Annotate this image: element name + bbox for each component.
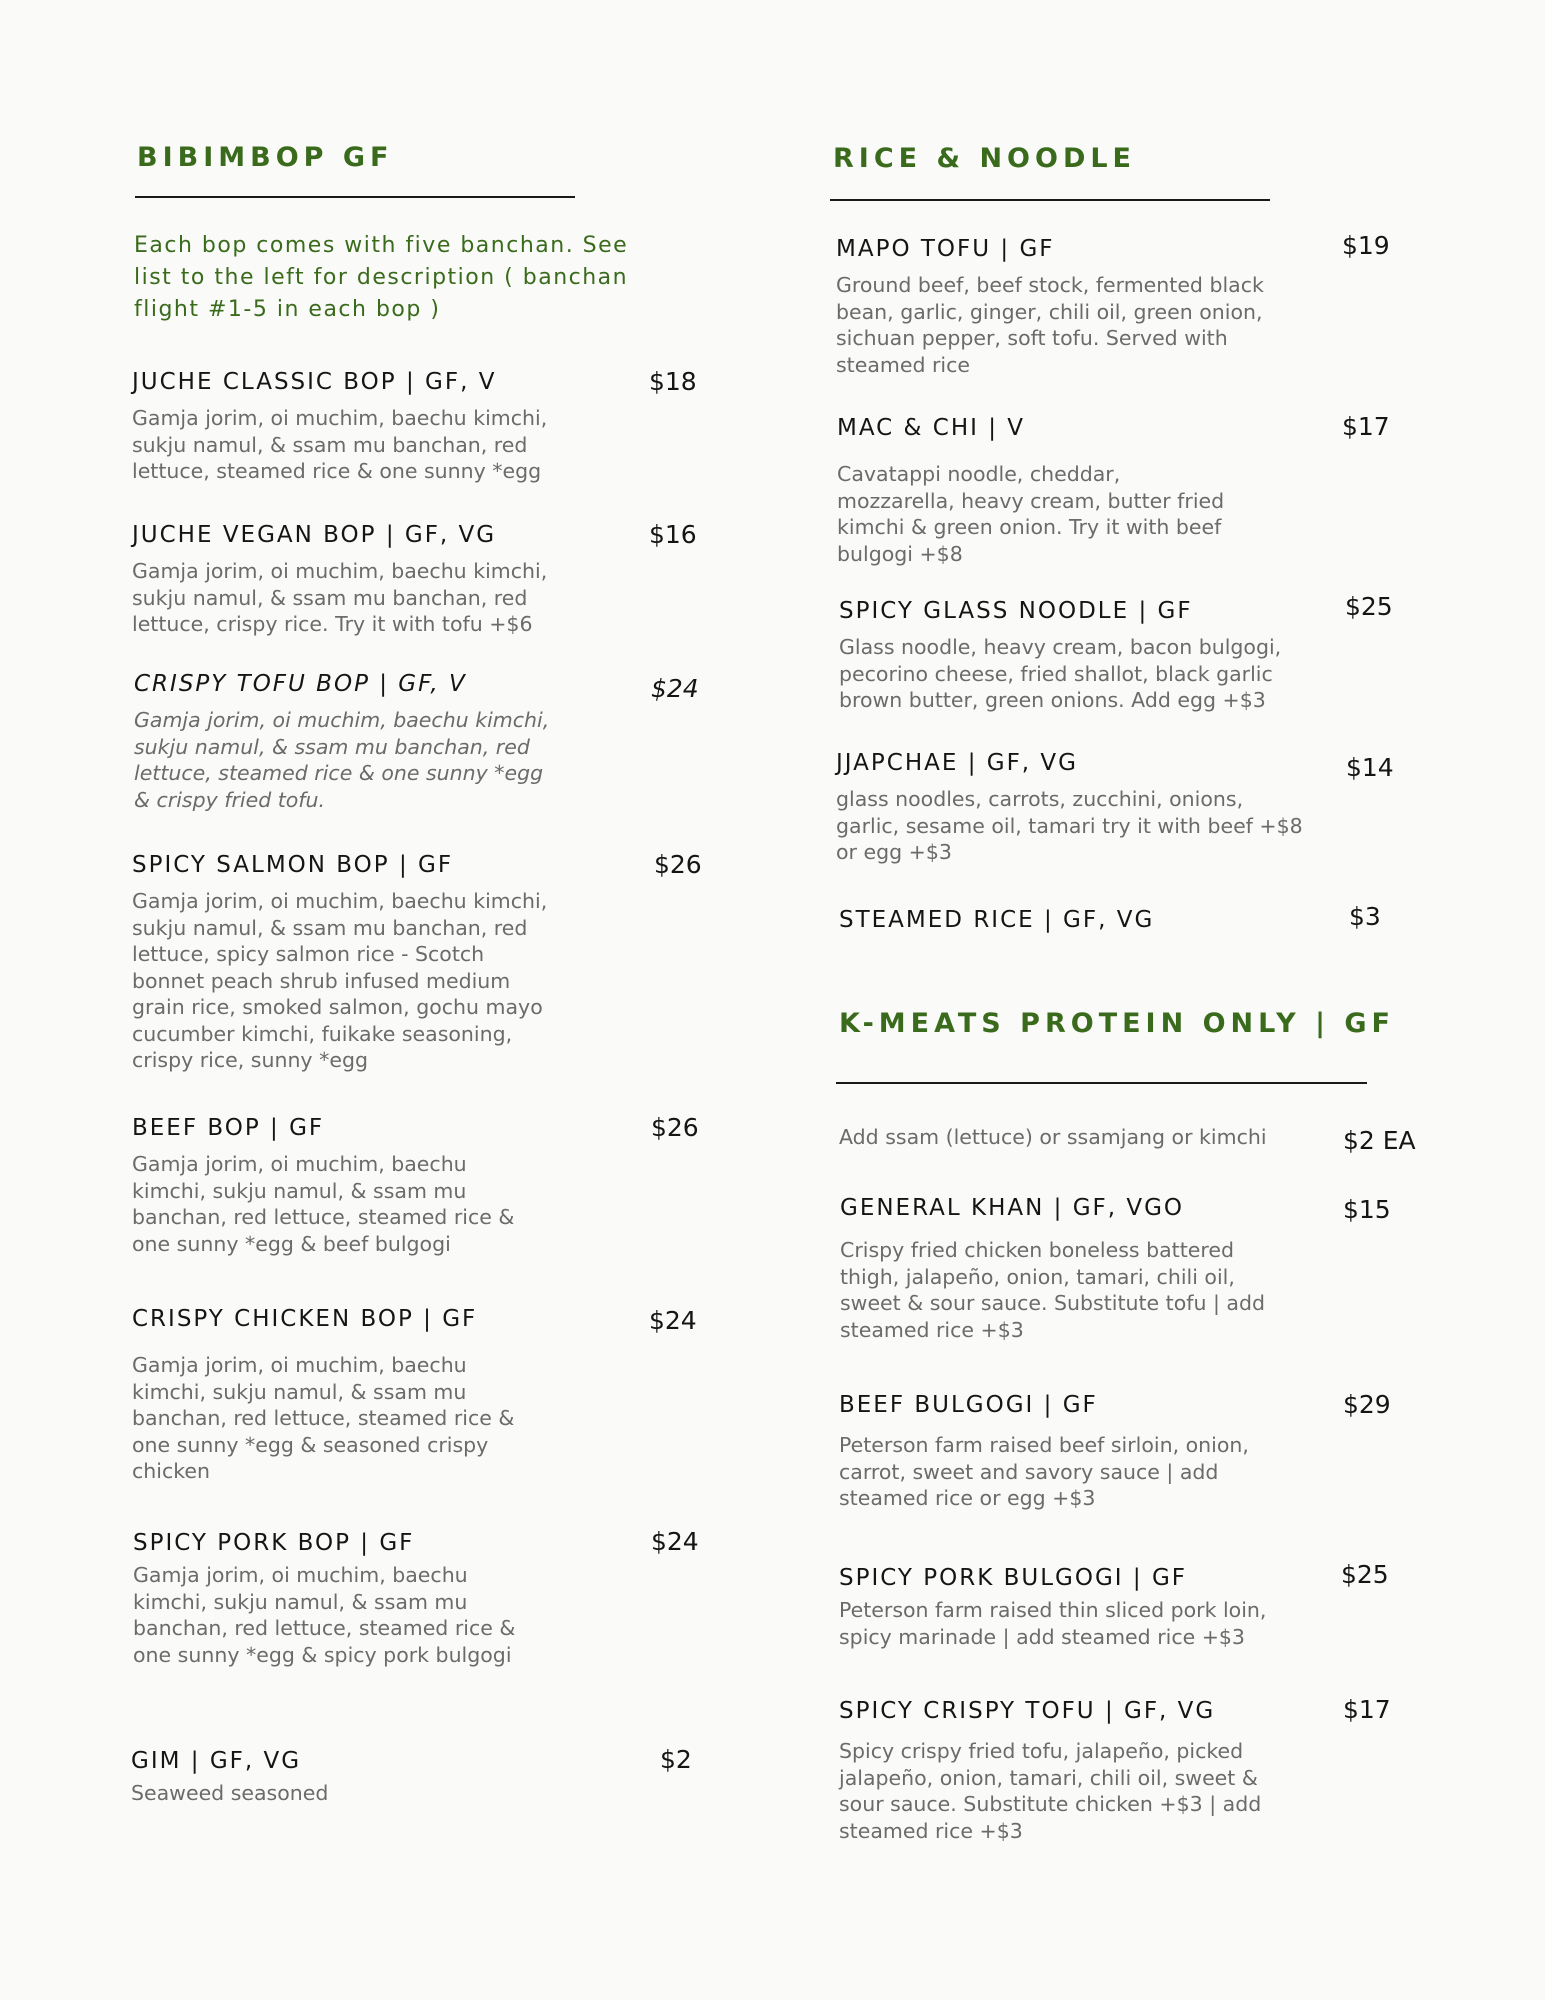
item-name: CRISPY TOFU BOP | GF, V <box>134 671 467 697</box>
item-name: CRISPY CHICKEN BOP | GF <box>132 1306 478 1332</box>
item-description: Crispy fried chicken boneless battered thigh, jalapeño, onion, tamari, chili oil, sweet & sour sauce. Substitute tofu | add steamed rice +$3 <box>840 1238 1265 1342</box>
addon-note: Add ssam (lettuce) or ssamjang or kimchi <box>839 1125 1267 1149</box>
item-price: $17 <box>1342 412 1390 441</box>
menu-item <box>132 850 562 1074</box>
item-name: SPICY SALMON BOP | GF <box>132 852 454 878</box>
item-price: $18 <box>649 367 697 396</box>
item-description: Spicy crispy fried tofu, jalapeño, picked jalapeño, onion, tamari, chili oil, sweet & sour sauce. Substitute chicken +$3 | add steamed rice +$3 <box>839 1739 1262 1843</box>
item-name: BEEF BULGOGI | GF <box>839 1392 1098 1418</box>
item-description: Gamja jorim, oi muchim, baechu kimchi, sukju namul, & ssam mu banchan, red lettuce, spicy salmon rice - Scotch bonnet peach shrub infused medium grain rice, smoked salmon, gochu mayo cucumber kimchi, fuikake seasoning, crispy rice, sunny *egg <box>132 889 548 1072</box>
menu-item <box>840 1193 1290 1343</box>
section-title-k-meats: K-MEATS PROTEIN ONLY | GF <box>839 1008 1395 1039</box>
menu-item <box>837 413 1237 567</box>
item-name: JUCHE CLASSIC BOP | GF, V <box>132 369 497 395</box>
item-price: $29 <box>1343 1390 1391 1419</box>
item-name: STEAMED RICE | GF, VG <box>839 907 1155 933</box>
item-price: $24 <box>651 674 699 703</box>
item-price: $24 <box>649 1306 697 1335</box>
section-divider <box>135 196 575 198</box>
menu-item <box>131 1746 521 1807</box>
item-price: $15 <box>1343 1195 1391 1224</box>
addon-price: $2 EA <box>1343 1126 1416 1155</box>
item-price: $26 <box>651 1113 699 1142</box>
item-price: $26 <box>654 850 702 879</box>
item-name: JUCHE VEGAN BOP | GF, VG <box>132 522 497 548</box>
item-price: $3 <box>1349 902 1381 931</box>
item-description: glass noodles, carrots, zucchini, onions, garlic, sesame oil, tamari try it with beef +$8 or egg +$3 <box>836 787 1303 864</box>
menu-item <box>836 748 1306 866</box>
item-name: SPICY PORK BULGOGI | GF <box>839 1565 1187 1591</box>
item-description: Peterson farm raised thin sliced pork loin, spicy marinade | add steamed rice +$3 <box>839 1598 1267 1649</box>
item-description: Gamja jorim, oi muchim, baechu kimchi, sukju namul, & ssam mu banchan, red lettuce, steamed rice & one sunny *egg & spicy pork bulgogi <box>133 1563 516 1667</box>
menu-item <box>132 1304 522 1485</box>
item-description: Gamja jorim, oi muchim, baechu kimchi, sukju namul, & ssam mu banchan, red lettuce, steamed rice & one sunny *egg & seasoned crispy chicken <box>132 1353 515 1483</box>
item-description: Gamja jorim, oi muchim, baechu kimchi, sukju namul, & ssam mu banchan, red lettuce, steamed rice & one sunny *egg & crispy fried tofu. <box>134 708 550 812</box>
menu-item <box>132 1113 522 1257</box>
item-name: JJAPCHAE | GF, VG <box>836 750 1078 776</box>
item-price: $24 <box>651 1527 699 1556</box>
section-divider <box>830 199 1270 201</box>
item-name: MAPO TOFU | GF <box>836 236 1055 262</box>
item-description: Gamja jorim, oi muchim, baechu kimchi, sukju namul, & ssam mu banchan, red lettuce, crispy rice. Try it with tofu +$6 <box>132 559 548 636</box>
item-name: SPICY CRISPY TOFU | GF, VG <box>839 1698 1216 1724</box>
menu-item <box>132 367 562 485</box>
menu-item <box>839 905 1239 935</box>
item-description: Gamja jorim, oi muchim, baechu kimchi, sukju namul, & ssam mu banchan, red lettuce, steamed rice & one sunny *egg & beef bulgogi <box>132 1152 515 1256</box>
item-name: MAC & CHI | V <box>837 415 1026 441</box>
item-price: $14 <box>1346 753 1394 782</box>
item-description: Gamja jorim, oi muchim, baechu kimchi, sukju namul, & ssam mu banchan, red lettuce, steamed rice & one sunny *egg <box>132 406 548 483</box>
menu-item <box>836 234 1286 378</box>
item-name: SPICY PORK BOP | GF <box>133 1530 415 1556</box>
item-price: $25 <box>1345 592 1393 621</box>
menu-item <box>134 669 564 813</box>
item-price: $19 <box>1342 231 1390 260</box>
item-description: Ground beef, beef stock, fermented black bean, garlic, ginger, chili oil, green onion, sichuan pepper, soft tofu. Served with steamed rice <box>836 273 1264 377</box>
item-description: Glass noodle, heavy cream, bacon bulgogi, pecorino cheese, fried shallot, black garlic brown butter, green onions. Add egg +$3 <box>839 635 1282 712</box>
section-title-bibimbop: BIBIMBOP GF <box>137 142 394 173</box>
item-name: GENERAL KHAN | GF, VGO <box>840 1195 1185 1221</box>
section-title-rice-noodle: RICE & NOODLE <box>833 143 1137 174</box>
section-divider <box>836 1082 1367 1084</box>
item-name: BEEF BOP | GF <box>132 1115 325 1141</box>
menu-item <box>839 1696 1279 1844</box>
section-intro: Each bop comes with five banchan. See list to the left for description ( banchan flight #1-5 in each bop ) <box>134 233 629 322</box>
menu-item <box>839 1563 1309 1650</box>
item-price: $25 <box>1341 1560 1389 1589</box>
item-price: $16 <box>649 520 697 549</box>
item-description: Seaweed seasoned <box>131 1781 329 1805</box>
menu-item <box>133 1528 523 1668</box>
item-name: GIM | GF, VG <box>131 1748 302 1774</box>
item-description: Peterson farm raised beef sirloin, onion, carrot, sweet and savory sauce | add steamed rice or egg +$3 <box>839 1433 1249 1510</box>
item-name: SPICY GLASS NOODLE | GF <box>839 598 1193 624</box>
menu-item <box>839 1390 1269 1512</box>
menu-item <box>839 596 1289 714</box>
item-price: $2 <box>660 1745 692 1774</box>
menu-item <box>132 520 562 638</box>
item-description: Cavatappi noodle, cheddar, mozzarella, heavy cream, butter fried kimchi & green onion. Try it with beef bulgogi +$8 <box>837 462 1225 566</box>
item-price: $17 <box>1343 1695 1391 1724</box>
